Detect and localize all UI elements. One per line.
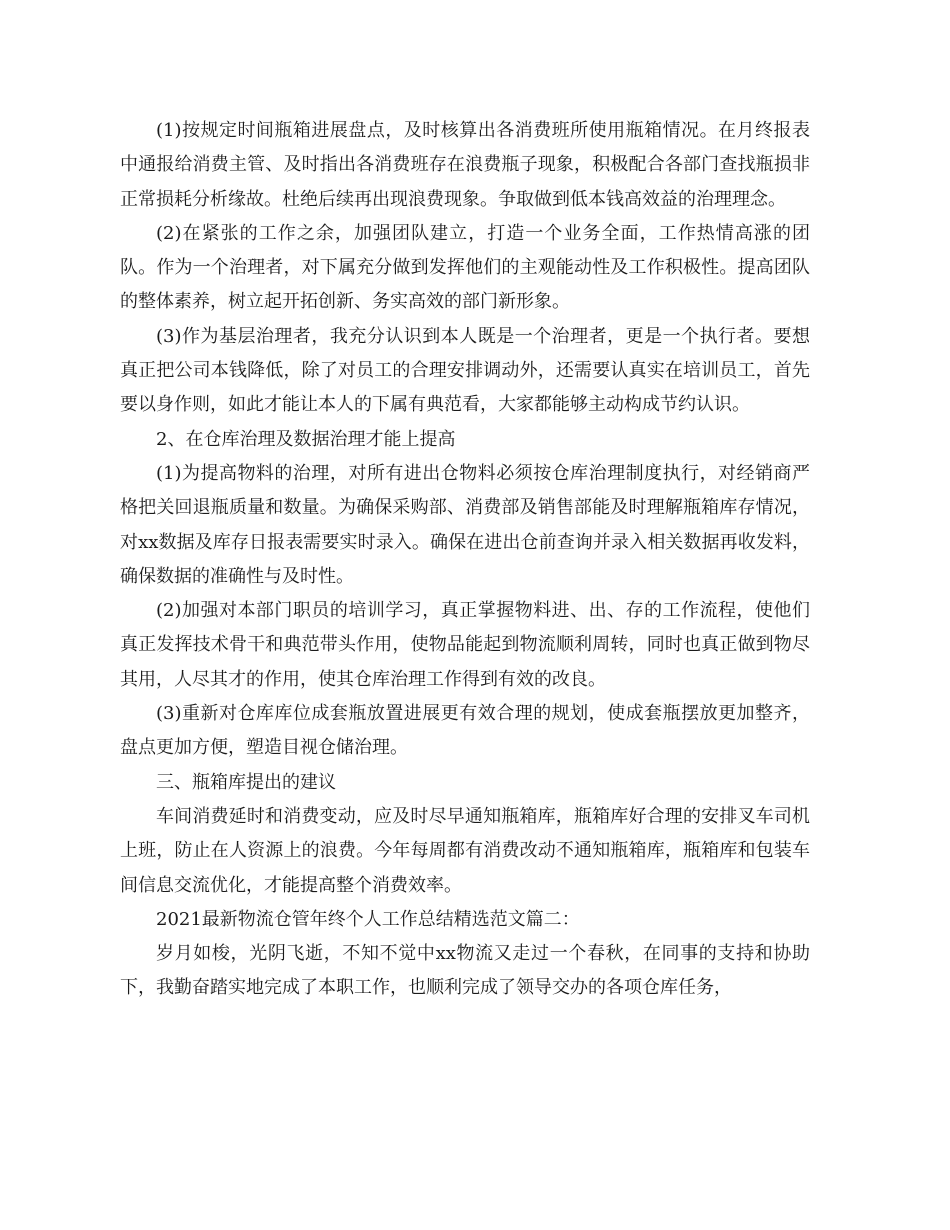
paragraph-8: 岁月如梭，光阴飞逝，不知不觉中xx物流又走过一个春秋，在同事的支持和协助下，我勤奋踏实地完成了本职工作，也顺利完成了领导交办的各项仓库任务， [120, 943, 810, 999]
paragraph-3: (3)作为基层治理者，我充分认识到本人既是一个治理者，更是一个执行者。要想真正把公司本钱降低，除了对员工的合理安排调动外，还需要认真实在培训员工，首先要以身作则，如此才能让本人的下属有典范看，大家都能够主动构成节约认识。 [120, 325, 810, 416]
paragraph-5: (2)加强对本部门职员的培训学习，真正掌握物料进、出、存的工作流程，使他们真正发挥技术骨干和典范带头作用，使物品能起到物流顺利周转，同时也真正做到物尽其用，人尽其才的作用，使其仓库治理工作得到有效的改良。 [120, 600, 810, 690]
article-title-2: 2021最新物流仓管年终个人工作总结精选范文篇二： [156, 908, 580, 930]
paragraph-4: (1)为提高物料的治理，对所有进出仓物料必须按仓库治理制度执行，对经销商严格把关回退瓶质量和数量。为确保采购部、消费部及销售部能及时理解瓶箱库存情况，对xx数据及库存日报表需要实时录入。确保在进出仓前查询并录入相关数据再收发料，确保数据的准确性与及时性。 [120, 462, 810, 587]
section-heading-2: 2、在仓库治理及数据治理才能上提高 [156, 428, 456, 450]
document-page [120, 114, 810, 1006]
paragraph-2: (2)在紧张的工作之余，加强团队建立，打造一个业务全面，工作热情高涨的团队。作为一个治理者，对下属充分做到发挥他们的主观能动性及工作积极性。提高团队的整体素养，树立起开拓创新、务实高效的部门新形象。 [120, 222, 810, 313]
paragraph-1: (1)按规定时间瓶箱进展盘点，及时核算出各消费班所使用瓶箱情况。在月终报表中通报给消费主管、及时指出各消费班存在浪费瓶子现象，积极配合各部门查找瓶损非正常损耗分析缘故。杜绝后续再出现浪费现象。争取做到低本钱高效益的治理理念。 [120, 120, 810, 210]
section-heading-3: 三、瓶箱库提出的建议 [156, 771, 336, 793]
paragraph-6: (3)重新对仓库库位成套瓶放置进展更有效合理的规划，使成套瓶摆放更加整齐，盘点更加方便，塑造目视仓储治理。 [120, 703, 810, 759]
paragraph-7: 车间消费延时和消费变动，应及时尽早通知瓶箱库，瓶箱库好合理的安排叉车司机上班，防止在人资源上的浪费。今年每周都有消费改动不通知瓶箱库，瓶箱库和包装车间信息交流优化，才能提高整个消费效率。 [120, 805, 810, 896]
